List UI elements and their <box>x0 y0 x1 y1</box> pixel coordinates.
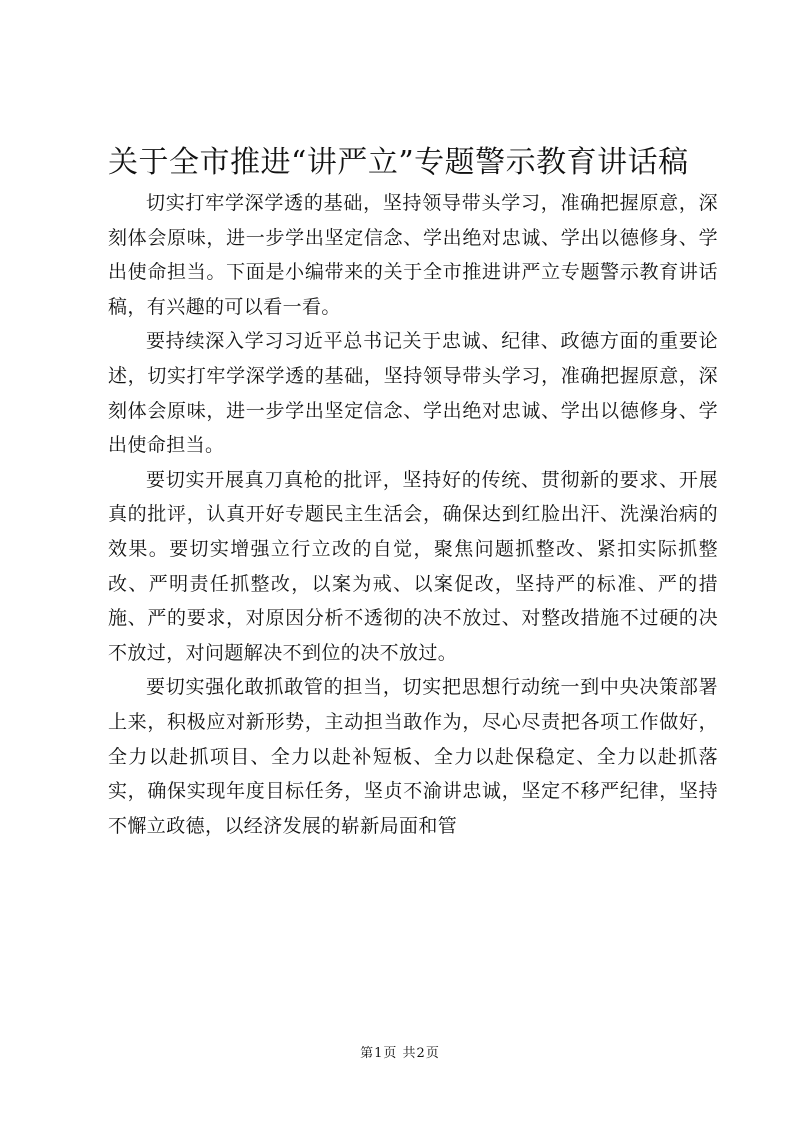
paragraph-2: 要持续深入学习习近平总书记关于忠诚、纪律、政德方面的重要论述，切实打牢学深学透的基础，坚持领导带头学习，准确把握原意，深刻体会原味，进一步学出坚定信念、学出绝对忠诚、学出以德修身、学出使命担当。 <box>108 330 718 457</box>
document-title: 关于全市推进“讲严立”专题警示教育讲话稿 <box>108 145 689 180</box>
paragraph-1: 切实打牢学深学透的基础，坚持领导带头学习，准确把握原意，深刻体会原味，进一步学出坚定信念、学出绝对忠诚、学出以德修身、学出使命担当。下面是小编带来的关于全市推进讲严立专题警示教育讲话稿，有兴趣的可以看一看。 <box>108 192 718 318</box>
paragraph-3: 要切实开展真刀真枪的批评，坚持好的传统、贯彻新的要求、开展真的批评，认真开好专题民主生活会，确保达到红脸出汗、洗澡治病的效果。要切实增强立行立改的自觉，聚焦问题抓整改、紧扣实际抓整改、严明责任抓整改，以案为戒、以案促改，坚持严的标准、严的措施、严的要求，对原因分析不透彻的决不放过、对整改措施不过硬的决不放过，对问题解决不到位的决不放过。 <box>108 468 718 664</box>
page-footer: 第1页 共2页 <box>360 1046 440 1061</box>
paragraph-4: 要切实强化敢抓敢管的担当，切实把思想行动统一到中央决策部署上来，积极应对新形势，主动担当敢作为，尽心尽责把各项工作做好，全力以赴抓项目、全力以赴补短板、全力以赴保稳定、全力以赴抓落实，确保实现年度目标任务，坚贞不渝讲忠诚，坚定不移严纪律，坚持不懈立政德，以经济发展的崭新局面和管 <box>108 676 718 837</box>
document-body <box>108 186 718 843</box>
